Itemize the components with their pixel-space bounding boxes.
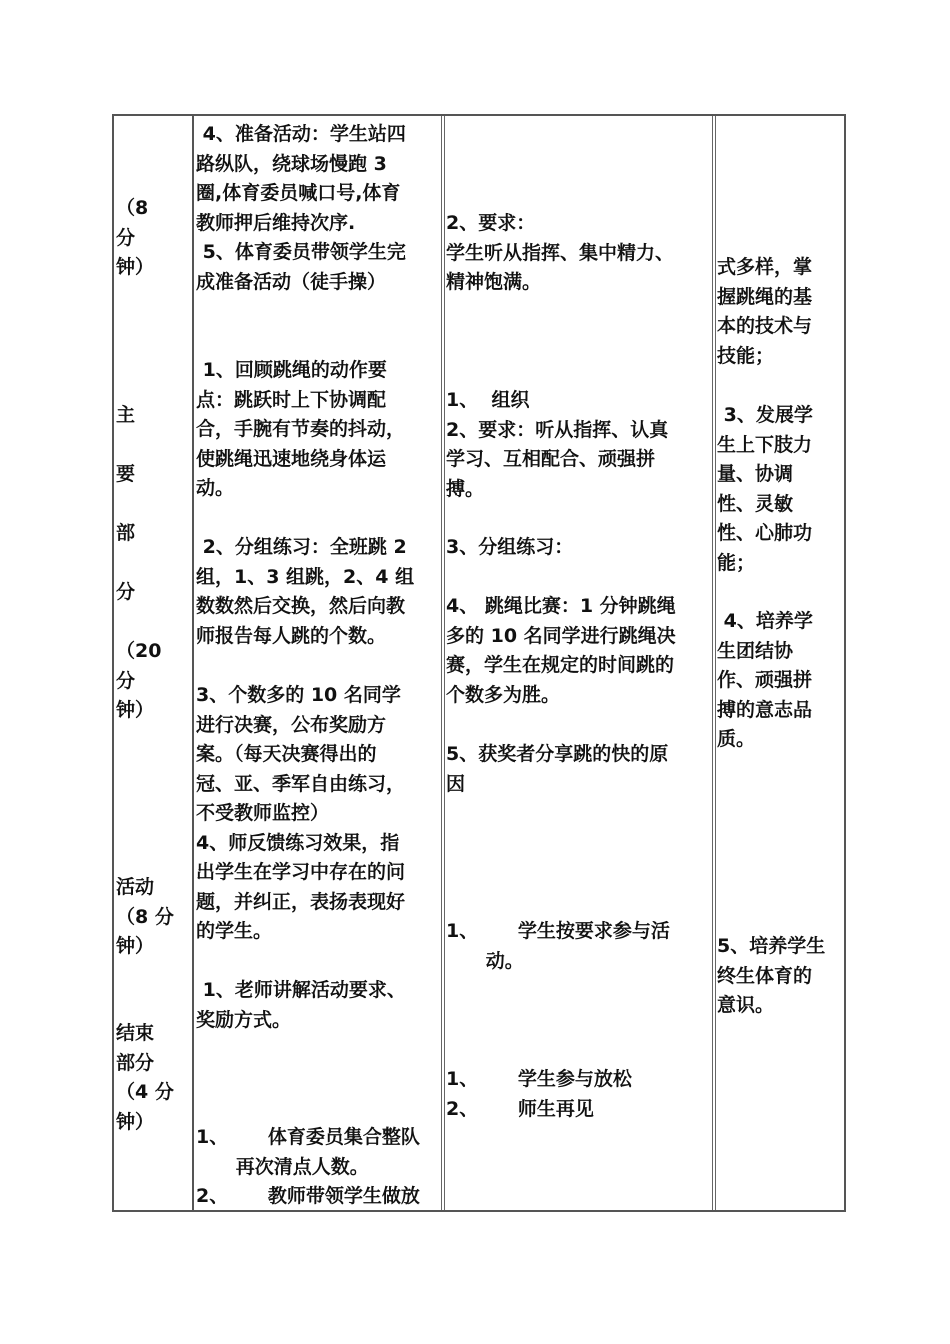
teacher-group-practice	[196, 533, 414, 651]
text-line: 1、回顾跳绳的动作要	[196, 359, 387, 381]
text-line: 1、 体育委员集合整队	[196, 1126, 420, 1148]
section-prep-time	[116, 194, 154, 283]
text-line: 钟）	[116, 935, 155, 957]
text-line: 5、获奖者分享跳的快的原	[446, 743, 669, 765]
text-line: 动。	[196, 477, 235, 499]
text-line: 4、准备活动：学生站四	[196, 123, 406, 145]
text-line: 分	[116, 226, 136, 249]
text-line: 生上下肢力	[717, 433, 813, 456]
text-line: 结束	[116, 1022, 155, 1044]
text-line: 握跳绳的基	[717, 285, 813, 308]
text-line: 因	[446, 772, 466, 795]
text-line: 进行决赛，公布奖励方	[196, 713, 387, 736]
text-line: 题，并纠正，表扬表现好	[196, 890, 406, 913]
text-line: 出学生在学习中存在的问	[196, 861, 406, 883]
text-line: 数数然后交换，然后向教	[196, 595, 406, 617]
text-line: 4、 跳绳比赛：1 分钟跳绳	[446, 595, 676, 617]
student-competition	[446, 592, 676, 710]
text-line: 分	[116, 669, 136, 692]
student-organization	[446, 386, 668, 504]
text-line: 冠、亚、季军自由练习，	[196, 772, 406, 795]
goal-physical	[717, 401, 813, 578]
text-line: 2、要求：	[446, 212, 536, 234]
text-line: 师报告每人跳的个数。	[196, 624, 387, 647]
text-line: 再次清点人数。	[196, 1155, 369, 1178]
text-line: 5、体育委员带领学生完	[196, 241, 406, 263]
text-line: 技能；	[717, 344, 775, 367]
text-line: 成准备活动（徒手操）	[196, 270, 387, 293]
text-line: 要	[116, 463, 136, 485]
text-line: 2、分组练习：全班跳 2	[196, 536, 407, 558]
text-line: 3、分组练习：	[446, 536, 574, 558]
text-line: 精神饱满。	[446, 271, 542, 293]
text-line: 个数多为胜。	[446, 683, 561, 706]
text-line: 路纵队，绕球场慢跑 3	[196, 152, 387, 175]
section-ending	[116, 1019, 174, 1137]
text-line: 性、心肺功	[717, 522, 813, 544]
text-line: 部分	[116, 1051, 155, 1074]
text-line: （20	[116, 640, 162, 662]
text-line	[116, 549, 161, 579]
student-ending	[446, 1065, 632, 1124]
text-line: 案。（每天决赛得出的	[196, 743, 377, 765]
text-line: 组，1、3 组跳，2、4 组	[196, 565, 415, 588]
text-line: 不受教师监控）	[196, 802, 330, 824]
teacher-activity-rules	[196, 976, 406, 1035]
student-share	[446, 740, 668, 799]
text-line: 2、要求：听从指挥、认真	[446, 418, 669, 441]
text-line: 钟）	[116, 256, 155, 278]
text-line: 分	[116, 581, 136, 603]
text-line: （4 分	[116, 1081, 174, 1103]
text-line	[116, 490, 161, 520]
text-line: 1、 组织	[446, 389, 530, 411]
text-line: 4、师反馈练习效果，指	[196, 831, 400, 854]
text-line: 主	[116, 404, 136, 426]
text-line: 2、 师生再见	[446, 1097, 594, 1120]
text-line: 圈,体育委员喊口号,体育	[196, 182, 401, 204]
text-line: 合，手腕有节奏的抖动，	[196, 418, 406, 440]
student-group-practice	[446, 533, 573, 563]
text-line: 生团结协	[717, 639, 794, 662]
text-line: 奖励方式。	[196, 1008, 292, 1031]
text-line: 学习、互相配合、顽强拼	[446, 448, 656, 470]
text-line: 钟）	[116, 1110, 155, 1133]
section-activity	[116, 873, 174, 962]
text-line: 作、顽强拼	[717, 669, 813, 691]
text-line: 5、培养学生	[717, 935, 826, 957]
text-line: 多的 10 名同学进行跳绳决	[446, 624, 676, 647]
section-main-part	[116, 401, 161, 726]
text-line: 教师押后维持次序.	[196, 211, 356, 234]
text-line: 性、灵敏	[717, 492, 794, 515]
text-line: 点：跳跃时上下协调配	[196, 388, 387, 411]
text-line: 能；	[717, 551, 756, 574]
text-line: 3、个数多的 10 名同学	[196, 684, 401, 706]
text-line: （8	[116, 197, 149, 219]
text-line: 部	[116, 522, 136, 544]
column-divider	[441, 116, 445, 1210]
text-line: 搏。	[446, 477, 485, 500]
goal-teamwork	[717, 607, 813, 755]
teacher-ending	[196, 1123, 420, 1212]
text-line: 动。	[446, 949, 524, 972]
student-requirements	[446, 209, 674, 298]
text-line: 3、发展学	[717, 404, 813, 426]
text-line: 钟）	[116, 699, 155, 721]
text-line	[116, 431, 161, 461]
text-line: 使跳绳迅速地绕身体运	[196, 447, 387, 470]
text-line: 质。	[717, 728, 756, 750]
text-line: 1、老师讲解活动要求、	[196, 979, 406, 1001]
text-line: 学生听从指挥、集中精力、	[446, 241, 675, 264]
lesson-plan-table	[112, 114, 846, 1212]
goal-lifelong	[717, 932, 825, 1021]
text-line: 量、协调	[717, 463, 794, 485]
teacher-review	[196, 356, 405, 504]
text-line: 的学生。	[196, 920, 273, 942]
teacher-final-feedback	[196, 681, 405, 947]
text-line: 赛，学生在规定的时间跳的	[446, 654, 675, 676]
text-line: 意识。	[717, 994, 775, 1016]
text-line: 式多样，掌	[717, 256, 813, 278]
text-line: 1、 学生参与放松	[446, 1068, 632, 1090]
student-activity	[446, 917, 670, 976]
column-divider	[192, 116, 194, 1210]
column-divider	[712, 116, 716, 1210]
text-line: 终生体育的	[717, 964, 813, 987]
goal-skills	[717, 253, 812, 371]
text-line: 2、 教师带领学生做放	[196, 1185, 420, 1207]
teacher-warmup	[196, 120, 406, 297]
text-line: 活动	[116, 876, 155, 898]
text-line: 本的技术与	[717, 315, 813, 337]
text-line: 4、培养学	[717, 610, 813, 632]
text-line: 1、 学生按要求参与活	[446, 920, 670, 942]
text-line: （8 分	[116, 905, 174, 928]
text-line: 搏的意志品	[717, 698, 813, 721]
text-line	[116, 608, 161, 638]
